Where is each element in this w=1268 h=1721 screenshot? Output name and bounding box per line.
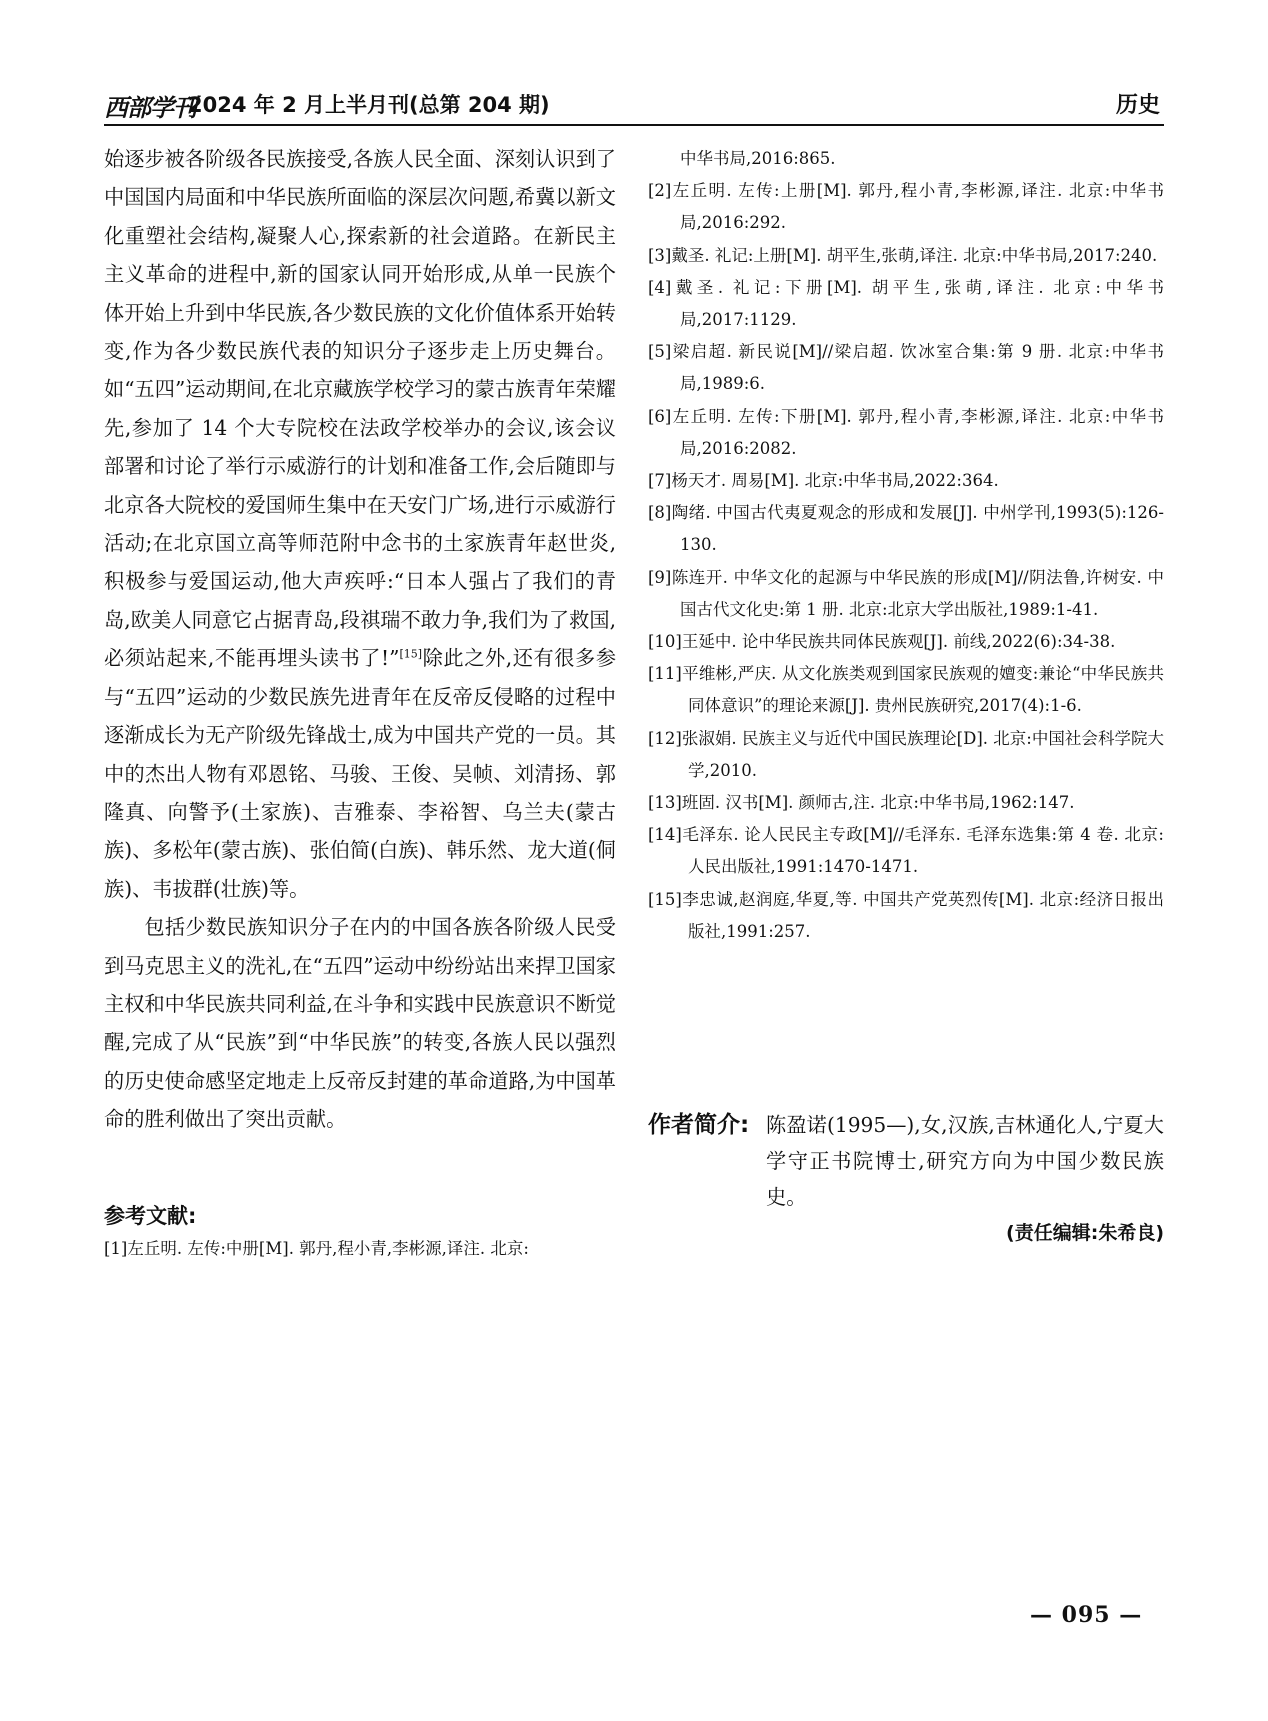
reference-2: [2]左丘明. 左传:上册[M]. 郭丹,程小青,李彬源,译注. 北京:中华书局,2016:292. — [648, 181, 1164, 233]
body-paragraph-1 — [104, 140, 616, 908]
reference-5: [5]梁启超. 新民说[M]//梁启超. 饮冰室合集:第 9 册. 北京:中华书局,1989:6. — [648, 342, 1164, 394]
author-label: 作者简介: — [648, 1112, 750, 1138]
reference-15: [15]李忠诚,赵润庭,华夏,等. 中国共产党英烈传[M]. 北京:经济日报出版社,1991:257. — [648, 889, 1164, 941]
running-header — [104, 88, 1164, 122]
citation-15: [15] — [399, 647, 423, 661]
reference-3: [3]戴圣. 礼记:上册[M]. 胡平生,张萌,译注. 北京:中华书局,2017:240. — [648, 245, 1158, 265]
paragraph-1-continued: 除此之外,还有很多参与“五四”运动的少数民族先进青年在反帝反侵略的过程中逐渐成长为无产阶级先锋战士,成为中国共产党的一员。其中的杰出人物有邓恩铭、马骏、王俊、吴帧、刘清扬、郭隆真、向警予(土家族)、吉雅泰、李裕智、乌兰夫(蒙古族)、多松年(蒙古族)、张伯简(白族)、韩乐然、龙大道(侗族)、韦拔群(壮族)等。 — [104, 646, 617, 901]
reference-10: [10]王延中. 论中华民族共同体民族观[J]. 前线,2022(6):34-38. — [648, 632, 1116, 652]
body-paragraph-2: 包括少数民族知识分子在内的中国各族各阶级人民受到马克思主义的洗礼,在“五四”运动中纷纷站出来捍卫国家主权和中华民族共同利益,在斗争和实践中民族意识不断觉醒,完成了从“民族”到“中华民族”的转变,各族人民以强烈的历史使命感坚定地走上反帝反封建的革命道路,为中国革命的胜利做出了突出贡献。 — [104, 915, 616, 1132]
responsible-editor: (责任编辑:朱希良) — [1006, 1222, 1164, 1244]
reference-9: [9]陈连开. 中华文化的起源与中华民族的形成[M]//阴法鲁,许树安. 中国古代文化史:第 1 册. 北京:北京大学出版社,1989:1-41. — [648, 567, 1164, 619]
references-title: 参考文献: — [104, 1204, 197, 1228]
reference-1-continued: 中华书局,2016:865. — [680, 149, 836, 168]
paragraph-1-text: 始逐步被各阶级各民族接受,各族人民全面、深刻认识到了中国国内局面和中华民族所面临的深层次问题,希冀以新文化重塑社会结构,凝聚人心,探索新的社会道路。在新民主主义革命的进程中,新的国家认同开始形成,从单一民族个体开始上升到中华民族,各少数民族的文化价值体系开始转变,作为各少数民族代表的知识分子逐步走上历史舞台。如“五四”运动期间,在北京藏族学校学习的蒙古族青年荣耀先,参加了 14 个大专院校在法政学校举办的会议,该会议部署和讨论了举行示威游行的计划和准备工作,会后随即与北京各大院校的爱国师生集中在天安门广场,进行示威游行活动;在北京国立高等师范附中念书的土家族青年赵世炎,积极参与爱国运动,他大声疾呼:“日本人强占了我们的青岛,欧美人同意它占据青岛,段祺瑞不敢力争,我们为了救国,必须站起来,不能再埋头读书了!” — [104, 147, 616, 671]
journal-logo: 西部学刊 — [104, 94, 196, 122]
section-name: 历史 — [1115, 93, 1160, 118]
page-number: — 095 — — [1030, 1602, 1143, 1628]
header-rule — [104, 124, 1164, 126]
reference-12: [12]张淑娟. 民族主义与近代中国民族理论[D]. 北京:中国社会科学院大学,2010. — [648, 728, 1164, 780]
reference-14: [14]毛泽东. 论人民民主专政[M]//毛泽东. 毛泽东选集:第 4 卷. 北京:人民出版社,1991:1470-1471. — [648, 825, 1164, 877]
reference-1: [1]左丘明. 左传:中册[M]. 郭丹,程小青,李彬源,译注. 北京: — [104, 1239, 529, 1258]
reference-6: [6]左丘明. 左传:下册[M]. 郭丹,程小青,李彬源,译注. 北京:中华书局,2016:2082. — [648, 406, 1164, 458]
issue-info: 2024 年 2 月上半月刊(总第 204 期) — [188, 93, 550, 117]
right-column — [648, 143, 1164, 948]
reference-13: [13]班固. 汉书[M]. 颜师古,注. 北京:中华书局,1962:147. — [648, 793, 1075, 813]
reference-11: [11]平维彬,严庆. 从文化族类观到国家民族观的嬗变:兼论“中华民族共同体意识”的理论来源[J]. 贵州民族研究,2017(4):1-6. — [648, 664, 1164, 716]
reference-7: [7]杨天才. 周易[M]. 北京:中华书局,2022:364. — [648, 471, 999, 491]
reference-4: [4]戴圣. 礼记:下册[M]. 胡平生,张萌,译注. 北京:中华书局,2017:1129. — [648, 277, 1164, 330]
left-column — [104, 140, 616, 1139]
author-text: 陈盈诺(1995—),女,汉族,吉林通化人,宁夏大学守正书院博士,研究方向为中国少数民族史。 — [766, 1113, 1164, 1209]
reference-8: [8]陶绪. 中国古代夷夏观念的形成和发展[J]. 中州学刊,1993(5):126-130. — [648, 503, 1164, 555]
